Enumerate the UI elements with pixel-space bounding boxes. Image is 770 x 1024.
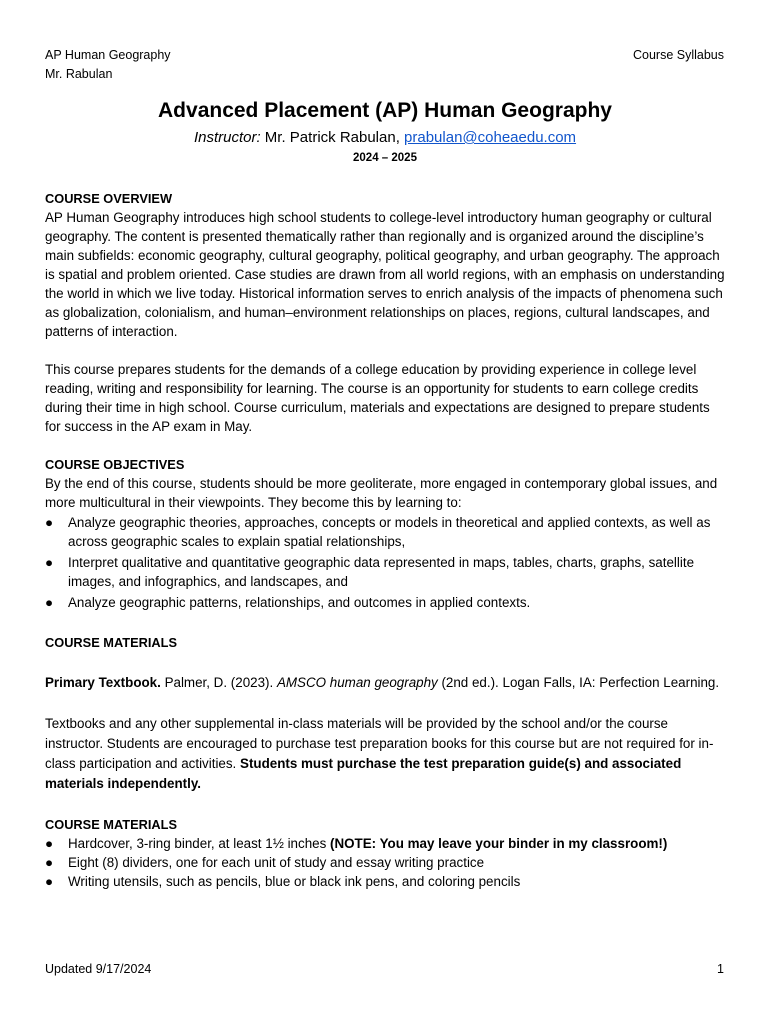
- textbook-citation: Primary Textbook. Palmer, D. (2023). AMSCO human geography (2nd ed.). Logan Falls, IA: Perfection Learning.: [45, 675, 720, 690]
- materials-note-emphasis: Students must purchase the test preparation guide(s) and associated materials independently.: [45, 756, 682, 791]
- list-item: ● Hardcover, 3-ring binder, at least 1½ inches (NOTE: You may leave your binder in my classroom!): [45, 836, 668, 851]
- objectives-heading: COURSE OBJECTIVES: [45, 457, 185, 472]
- overview-paragraph-1: AP Human Geography introduces high school students to college-level introductory human geography or cultural geography. The content is presented thematically rather than regionally and is organized around the discipline’s main subfields: economic geography, cultural geography, political geography, and urban geography. The approach is spatial and problem oriented. Case studies are drawn from all world regions, with an emphasis on understanding the world in which we live today. Historical information serves to enrich analysis of the impacts of phenomena such as globalization, colonialism, and human–environment relationships on places, regions, cultural landscapes, and patterns of interaction.: [45, 210, 725, 339]
- overview-paragraph-2: This course prepares students for the demands of a college education by providing experience in college level reading, writing and responsibility for learning. The course is an opportunity for students to earn college credits during their time in high school. Course curriculum, materials and expectations are designed to prepare students for success in the AP exam in May.: [45, 362, 710, 434]
- materials-list-heading: COURSE MATERIALS: [45, 817, 177, 832]
- header-doc-type: Course Syllabus: [632, 48, 724, 62]
- title-block: [0, 96, 770, 167]
- instructor-line: [0, 127, 770, 149]
- instructor-label: Instructor:: [193, 129, 261, 146]
- textbook-title: AMSCO human geography: [276, 675, 438, 690]
- objectives-intro: By the end of this course, students should be more geoliterate, more engaged in contemporary global issues, and more multicultural in their viewpoints. They become this by learning to:: [45, 476, 718, 510]
- materials-heading: COURSE MATERIALS: [45, 635, 177, 650]
- materials-list: [45, 834, 727, 891]
- bullet-icon: ●: [45, 836, 54, 851]
- header-teacher: Mr. Rabulan: [45, 67, 113, 81]
- list-item: ● Eight (8) dividers, one for each unit of study and essay writing practice: [45, 855, 485, 870]
- page-title: Advanced Placement (AP) Human Geography: [158, 99, 612, 122]
- objectives-list: [45, 513, 727, 612]
- bullet-icon: ●: [45, 855, 54, 870]
- school-year: 2024 – 2025: [353, 152, 417, 164]
- list-item: ● Analyze geographic patterns, relationships, and outcomes in applied contexts.: [45, 595, 531, 610]
- instructor-email-link[interactable]: prabulan@coheaedu.com: [404, 129, 577, 146]
- header-course: AP Human Geography: [45, 48, 171, 62]
- materials-note: Textbooks and any other supplemental in-class materials will be provided by the school and/or the course instructor. Students are encouraged to purchase test preparation books for this course but are not required for in-class participation and activities. Students must purchase the test preparation guide(s) and associated materials independently.: [45, 716, 714, 791]
- footer-updated: Updated 9/17/2024: [45, 962, 152, 976]
- bullet-icon: ●: [45, 595, 54, 610]
- bullet-icon: ●: [45, 874, 54, 889]
- footer-page-number: 1: [717, 962, 724, 976]
- bullet-icon: ●: [45, 555, 54, 570]
- list-item: ● Analyze geographic theories, approaches, concepts or models in theoretical and applied contexts, as well as across geographic scales to explain spatial relationships,: [45, 515, 711, 549]
- textbook-label: Primary Textbook.: [45, 675, 161, 690]
- instructor-name: Mr. Patrick Rabulan,: [260, 129, 405, 146]
- list-item: ● Interpret qualitative and quantitative geographic data represented in maps, tables, charts, graphs, satellite images, and infographics, and landscapes, and: [45, 555, 695, 589]
- overview-heading: COURSE OVERVIEW: [45, 191, 173, 206]
- list-item: ● Writing utensils, such as pencils, blue or black ink pens, and coloring pencils: [45, 874, 521, 889]
- bullet-icon: ●: [45, 515, 54, 530]
- syllabus-body: [45, 189, 727, 891]
- header-left: [45, 46, 171, 84]
